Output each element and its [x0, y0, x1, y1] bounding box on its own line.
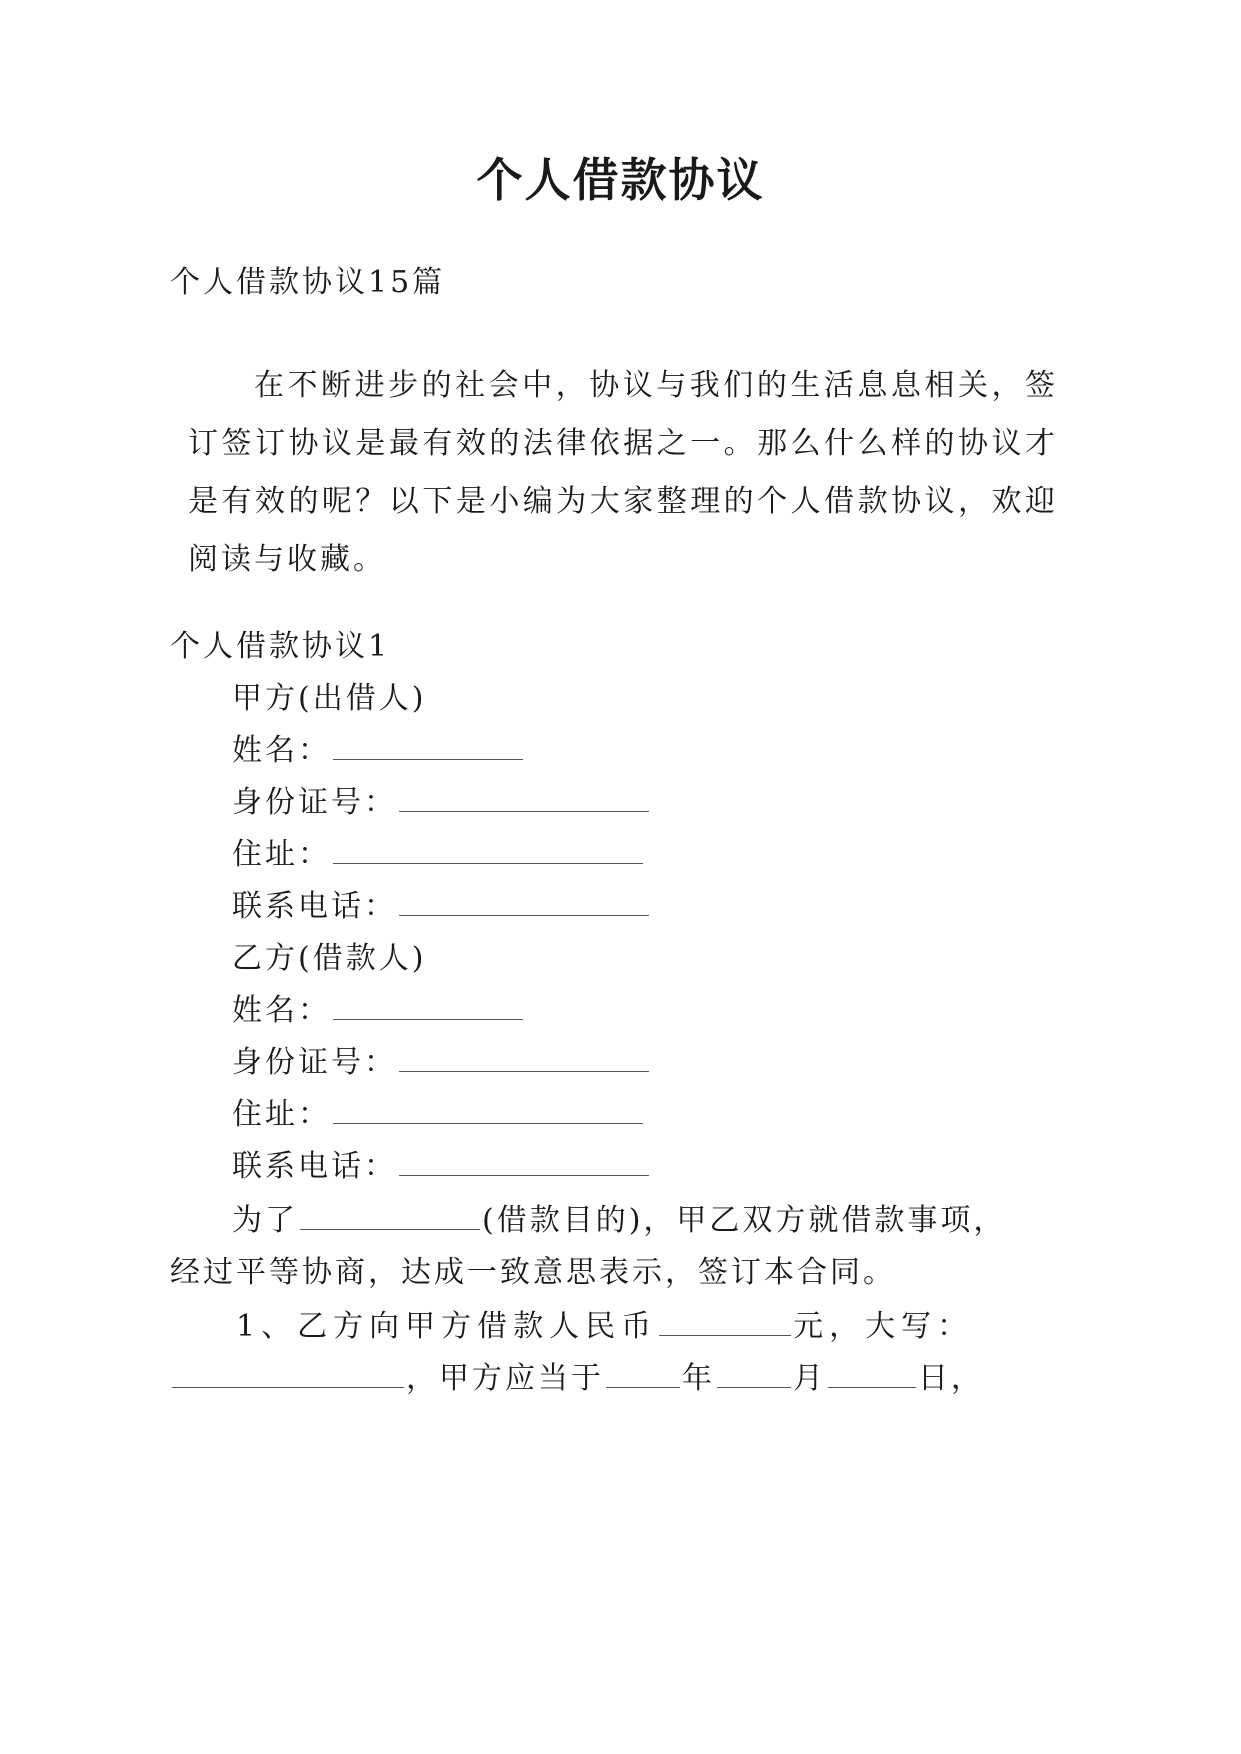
- party-a-id-label: 身份证号：: [232, 785, 397, 820]
- party-a-phone-row: [232, 887, 651, 927]
- party-b-address-label: 住址：: [232, 1097, 331, 1132]
- party-a-address-field[interactable]: [333, 837, 643, 864]
- party-b-id-row: [232, 1043, 651, 1083]
- date-day-field[interactable]: [828, 1361, 916, 1388]
- document-subtitle: 个人借款协议15篇: [170, 265, 446, 300]
- party-b-phone-field[interactable]: [399, 1149, 649, 1176]
- date-month-field[interactable]: [717, 1361, 791, 1388]
- party-b-name-field[interactable]: [333, 993, 523, 1020]
- party-a-address-row: [232, 835, 645, 875]
- party-a-name-label: 姓名：: [232, 733, 331, 768]
- party-a-id-row: [232, 783, 651, 823]
- clause-1-line1: [236, 1307, 973, 1347]
- party-b-name-label: 姓名：: [232, 993, 331, 1028]
- party-a-phone-field[interactable]: [399, 889, 649, 916]
- date-year-field[interactable]: [606, 1361, 680, 1388]
- purpose-field[interactable]: [300, 1203, 480, 1230]
- party-a-id-field[interactable]: [399, 785, 649, 812]
- party-a-heading: 甲方(出借人): [232, 681, 427, 716]
- purpose-clause-line1: [232, 1201, 1006, 1241]
- clause-1-year: 年: [682, 1361, 715, 1396]
- party-a-phone-label: 联系电话：: [232, 889, 397, 924]
- party-b-id-field[interactable]: [399, 1045, 649, 1072]
- party-b-heading: 乙方(借款人): [232, 941, 427, 976]
- intro-paragraph: 在不断进步的社会中，协议与我们的生活息息相关，签订签订协议是最有效的法律依据之一。那么什么样的协议才是有效的呢？以下是小编为大家整理的个人借款协议，欢迎阅读与收藏。: [188, 368, 1058, 577]
- section-heading: 个人借款协议1: [170, 629, 391, 664]
- party-b-address-row: [232, 1095, 645, 1135]
- party-b-phone-row: [232, 1147, 651, 1187]
- purpose-hint: (借款目的)，甲乙双方就借款事项，: [482, 1203, 1007, 1238]
- party-a-name-field[interactable]: [333, 733, 523, 760]
- party-a-name-row: [232, 731, 525, 771]
- party-b-address-field[interactable]: [333, 1097, 643, 1124]
- clause-1-day: 日，: [918, 1361, 984, 1396]
- purpose-clause-line2: 经过平等协商，达成一致意思表示，签订本合同。: [170, 1255, 896, 1290]
- party-b-id-label: 身份证号：: [232, 1045, 397, 1080]
- clause-1-unit: 元，大写：: [793, 1309, 974, 1344]
- party-a-address-label: 住址：: [232, 837, 331, 872]
- clause-1-line2: [170, 1359, 984, 1399]
- document-title: 个人借款协议: [476, 153, 765, 207]
- clause-1-mid: ，甲方应当于: [406, 1361, 604, 1396]
- party-b-name-row: [232, 991, 525, 1031]
- purpose-prefix: 为了: [232, 1203, 298, 1238]
- party-b-phone-label: 联系电话：: [232, 1149, 397, 1184]
- clause-1-month: 月: [793, 1361, 826, 1396]
- loan-amount-field[interactable]: [659, 1309, 791, 1336]
- loan-amount-words-field[interactable]: [172, 1361, 404, 1388]
- clause-1-prefix: 1、乙方向甲方借款人民币: [236, 1309, 658, 1344]
